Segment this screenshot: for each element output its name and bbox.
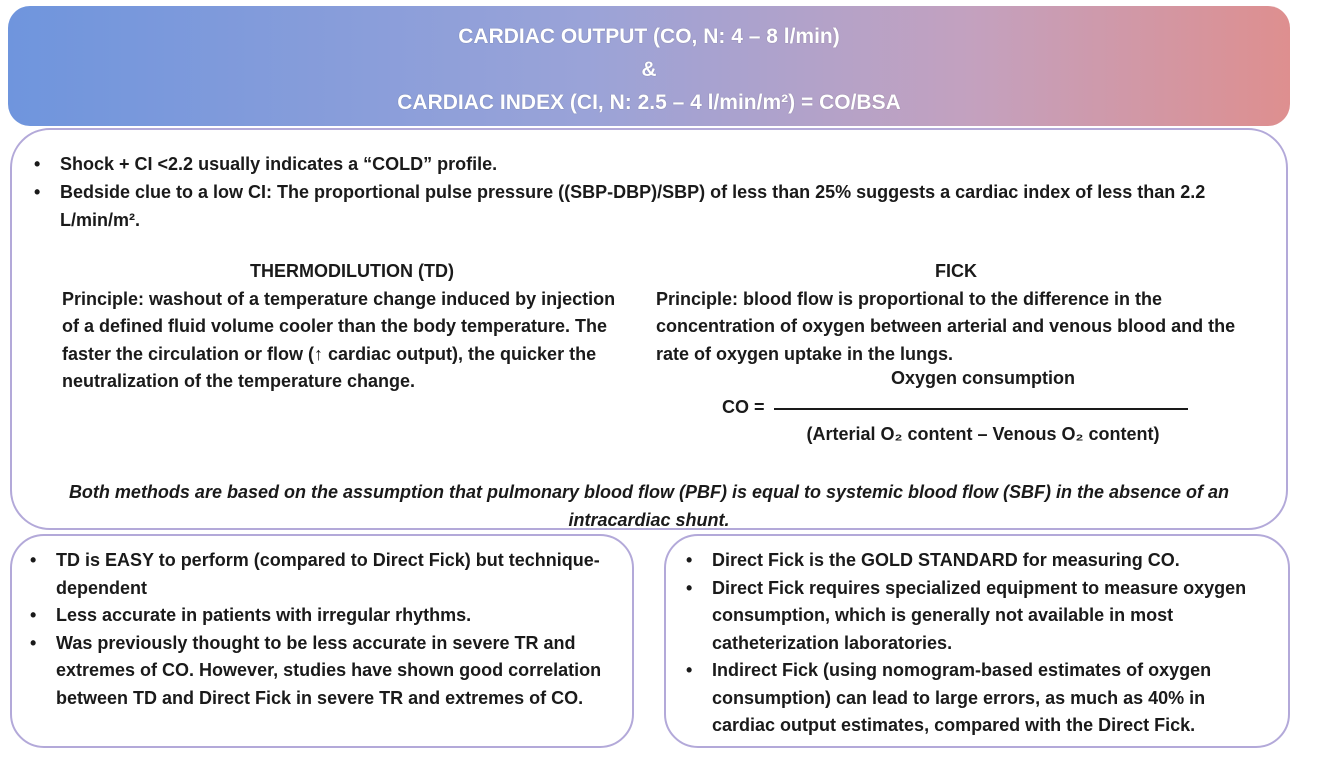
thermodilution-section [62, 258, 637, 396]
title-line-cardiac-output: CARDIAC OUTPUT (CO, N: 4 – 8 l/min) [458, 25, 840, 48]
td-note-severe-tr: • Was previously thought to be less accurate in severe TR and extremes of CO. However, studies have shown good correlation between TD and Direct Fick in severe TR and extremes of CO. [26, 630, 616, 713]
thermodilution-principle: Principle: washout of a temperature change induced by injection of a defined fluid volume cooler than the body temperature. The faster the circulation or flow (↑ cardiac output), the quicker the neutralization of the temperature change. [62, 288, 616, 391]
fick-title: FICK [935, 261, 977, 281]
fraction-bar [774, 408, 1188, 410]
fick-note-gold-standard: • Direct Fick is the GOLD STANDARD for measuring CO. [682, 547, 1272, 575]
td-notes-list [26, 547, 616, 712]
intro-bullet-cold-profile: • Shock + CI <2.2 usually indicates a “COLD” profile. [30, 150, 1240, 178]
title-banner [8, 6, 1290, 126]
fick-notes-list [682, 547, 1272, 740]
title-line-ampersand: & [641, 58, 657, 81]
fick-section [656, 258, 1256, 368]
td-note-irregular-rhythms: • Less accurate in patients with irregular rhythms. [26, 602, 616, 630]
td-note-easy: • TD is EASY to perform (compared to Direct Fick) but technique-dependent [26, 547, 616, 602]
formula-denominator: (Arterial O₂ content – Venous O₂ content) [806, 424, 1160, 444]
formula-lhs: CO = [722, 397, 765, 417]
fick-note-equipment: • Direct Fick requires specialized equipment to measure oxygen consumption, which is generally not available in most catheterization laboratories. [682, 575, 1272, 658]
intro-bullet-list [30, 150, 1240, 234]
title-line-cardiac-index: CARDIAC INDEX (CI, N: 2.5 – 4 l/min/m²) = CO/BSA [397, 91, 901, 114]
formula-numerator: Oxygen consumption [890, 368, 1076, 388]
fick-formula [722, 368, 1202, 452]
fick-note-indirect: • Indirect Fick (using nomogram-based estimates of oxygen consumption) can lead to large errors, as much as 40% in cardiac output estimates, compared with the Direct Fick. [682, 657, 1272, 740]
intro-bullet-pulse-pressure: • Bedside clue to a low CI: The proportional pulse pressure ((SBP-DBP)/SBP) of less than 25% suggests a cardiac index of less than 2.2 L/min/m². [30, 178, 1240, 234]
thermodilution-title: THERMODILUTION (TD) [250, 261, 454, 281]
fick-principle: Principle: blood flow is proportional to the difference in the concentration of oxygen between arterial and venous blood and the rate of oxygen uptake in the lungs. [656, 288, 1236, 364]
assumption-note: Both methods are based on the assumption that pulmonary blood flow (PBF) is equal to systemic blood flow (SBF) in the absence of an intracardiac shunt. [68, 482, 1230, 530]
